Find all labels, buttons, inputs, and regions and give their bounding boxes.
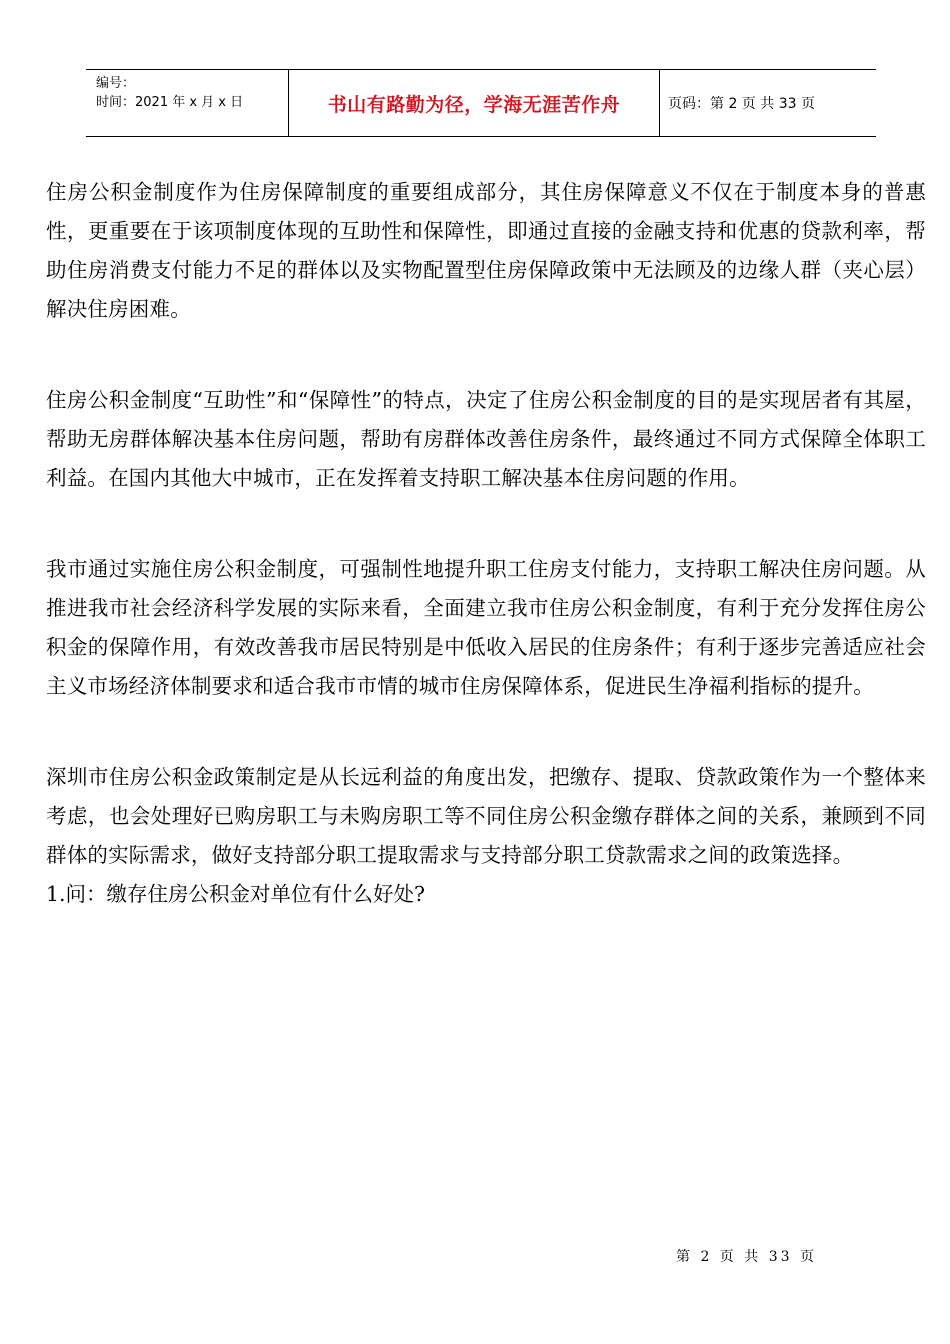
- paragraph-3: 我市通过实施住房公积金制度，可强制性地提升职工住房支付能力，支持职工解决住房问题。从推进我市社会经济科学发展的实际来看，全面建立我市住房公积金制度，有利于充分发挥住房公积金的保障作用，有效改善我市居民特别是中低收入居民的住房条件；有利于逐步完善适应社会主义市场经济体制要求和适合我市市情的城市住房保障体系，促进民生净福利指标的提升。: [46, 557, 926, 698]
- question-heading: 1.问：缴存住房公积金对单位有什么好处?: [46, 882, 426, 906]
- document-number-label: 编号：: [96, 76, 136, 91]
- document-time-label: 时间：2021 年 x 月 x 日: [96, 95, 244, 110]
- paragraph-1: 住房公积金制度作为住房保障制度的重要组成部分，其住房保障意义不仅在于制度本身的普惠性，更重要在于该项制度体现的互助性和保障性，即通过直接的金融支持和优惠的贷款利率，帮助住房消费支付能力不足的群体以及实物配置型住房保障政策中无法顾及的边缘人群（夹心层）解决住房困难。: [46, 180, 926, 321]
- paragraph-4: 深圳市住房公积金政策制定是从长远利益的角度出发，把缴存、提取、贷款政策作为一个整体来考虑，也会处理好已购房职工与未购房职工等不同住房公积金缴存群体之间的关系，兼顾到不同群体的实际需求，做好支持部分职工提取需求与支持部分职工贷款需求之间的政策选择。: [46, 765, 926, 867]
- document-body: [46, 173, 926, 914]
- page-header: [86, 69, 876, 137]
- header-motto: 书山有路勤为径，学海无涯苦作舟: [288, 70, 660, 136]
- paragraph-2: 住房公积金制度“互助性”和“保障性”的特点，决定了住房公积金制度的目的是实现居者有其屋，帮助无房群体解决基本住房问题，帮助有房群体改善住房条件，最终通过不同方式保障全体职工利益。在国内其他大中城市，正在发挥着支持职工解决基本住房问题的作用。: [46, 388, 926, 490]
- page-footer: 第 2 页 共 33 页: [676, 1249, 817, 1265]
- header-meta: [86, 70, 288, 136]
- header-page-info: 页码：第 2 页 共 33 页: [668, 96, 815, 112]
